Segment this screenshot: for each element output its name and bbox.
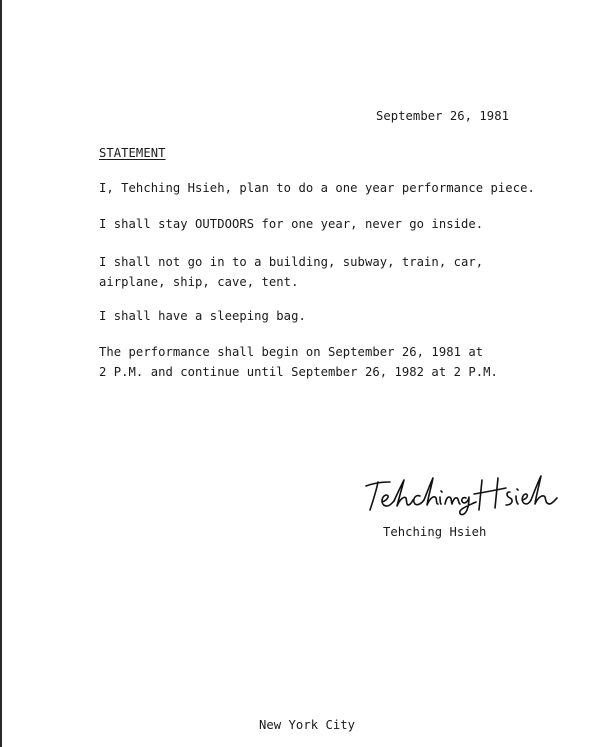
paragraph-performance-dates [99,342,498,382]
paragraph-performance-plan: I, Tehching Hsieh, plan to do a one year performance piece. [99,181,535,195]
paragraph-line: airplane, ship, cave, tent. [99,275,299,289]
paragraph-sleeping-bag: I shall have a sleeping bag. [99,309,306,323]
paragraph-line: 2 P.M. and continue until September 26, 1982 at 2 P.M. [99,365,498,379]
paragraph-line: The performance shall begin on September 26, 1981 at [99,345,484,359]
page-left-edge [0,0,2,747]
paragraph-stay-outdoors: I shall stay OUTDOORS for one year, never go inside. [99,217,484,231]
document-place: New York City [259,718,356,732]
paragraph-not-go-in [99,252,483,292]
handwritten-signature [360,468,560,516]
signatory-name: Tehching Hsieh [383,525,487,539]
paragraph-line: I shall not go in to a building, subway, train, car, [99,255,484,269]
document-date: September 26, 1981 [376,109,509,123]
statement-heading: STATEMENT [99,146,166,160]
